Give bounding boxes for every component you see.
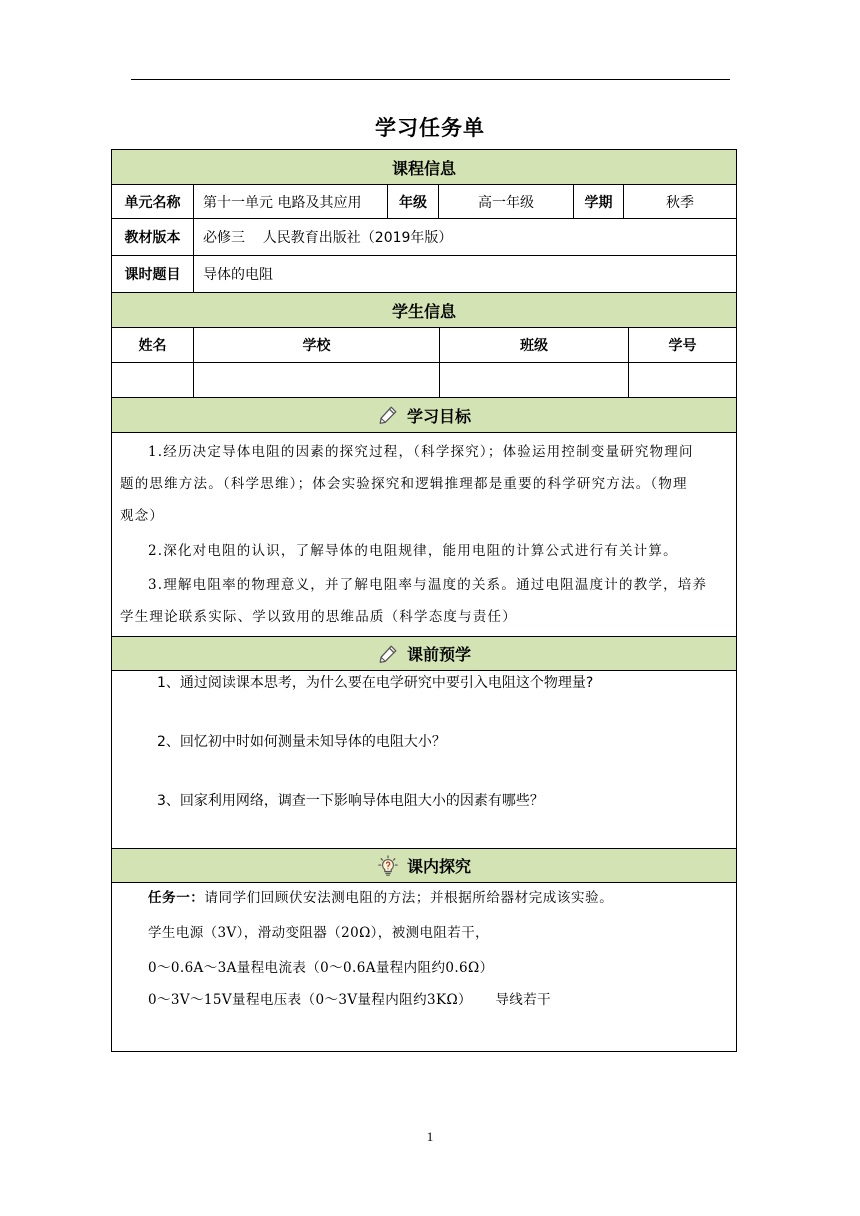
lesson-label-cell xyxy=(111,255,194,293)
task-1 xyxy=(148,882,613,914)
inquiry-header xyxy=(111,848,737,883)
objective-2: 2.深化对电阻的认识，了解导体的电阻规律，能用电阻的计算公式进行有关计算。 xyxy=(148,543,678,559)
term-value: 秋季 xyxy=(666,194,694,211)
term-label-cell xyxy=(573,184,624,219)
equipment-line-2: 0～0.6A～3A量程电流表（0～0.6A量程内阻约0.6Ω） xyxy=(148,960,494,976)
lesson-value-cell xyxy=(193,255,737,293)
equipment-line-1: 学生电源（3V），滑动变阻器（20Ω），被测电阻若干， xyxy=(148,925,490,941)
preview-question-3: 3、回家利用网络，调查一下影响导体电阻大小的因素有哪些？ xyxy=(157,793,544,809)
class-input-cell[interactable] xyxy=(439,362,629,398)
objectives-header-text: 学习目标 xyxy=(406,406,471,426)
class-label-cell xyxy=(439,327,629,363)
school-input-cell[interactable] xyxy=(193,362,440,398)
objectives-header xyxy=(111,397,737,433)
course-info-header-text: 课程信息 xyxy=(391,158,456,178)
student-info-header-text: 学生信息 xyxy=(391,301,456,321)
lesson-value: 导体的电阻 xyxy=(203,267,273,283)
unit-value-cell xyxy=(193,184,388,219)
page-title: 学习任务单 xyxy=(375,116,485,140)
equipment-line-3: 0～3V～15V量程电压表（0～3V量程内阻约3KΩ） 导线若干 xyxy=(148,992,552,1008)
pencil-icon xyxy=(377,643,399,665)
name-label-cell xyxy=(111,327,194,363)
grade-label-cell xyxy=(387,184,439,219)
id-label-cell xyxy=(628,327,737,363)
objective-1-line-1: 1.经历决定导体电阻的因素的探究过程，（科学探究）；体验运用控制变量研究物理问 xyxy=(148,444,694,460)
unit-label-cell xyxy=(111,184,194,219)
class-label: 班级 xyxy=(520,338,548,354)
header-rule xyxy=(131,79,730,80)
textbook-value: 必修三 人民教育出版社（2019年版） xyxy=(203,230,453,246)
school-label-cell xyxy=(193,327,440,363)
textbook-label: 教材版本 xyxy=(124,230,181,246)
textbook-value-cell xyxy=(193,218,737,256)
term-value-cell xyxy=(623,184,737,219)
pencil-icon xyxy=(377,404,399,426)
objective-1-line-2: 题的思维方法。（科学思维）；体会实验探究和逻辑推理都是重要的科学研究方法。（物理 xyxy=(120,476,688,492)
course-info-header xyxy=(111,149,737,185)
id-label: 学号 xyxy=(668,338,697,354)
preview-question-1: 1、通过阅读课本思考，为什么要在电学研究中要引入电阻这个物理量? xyxy=(157,675,594,691)
unit-label: 单元名称 xyxy=(124,194,181,211)
name-label: 姓名 xyxy=(138,338,167,354)
lesson-label: 课时题目 xyxy=(124,267,181,283)
student-info-header xyxy=(111,292,737,328)
textbook-label-cell xyxy=(111,218,194,256)
task-1-label: 任务一： xyxy=(148,890,205,906)
grade-value: 高一年级 xyxy=(478,194,534,211)
objective-3-line-2: 学生理论联系实际、学以致用的思维品质（科学态度与责任） xyxy=(120,609,517,625)
term-label: 学期 xyxy=(584,194,613,211)
page-number: 1 xyxy=(426,1129,434,1144)
preview-body xyxy=(111,670,737,849)
preview-header xyxy=(111,636,737,671)
inquiry-header-text: 课内探究 xyxy=(406,857,471,876)
unit-value: 第十一单元 电路及其应用 xyxy=(203,194,362,211)
objective-1-line-3: 观念） xyxy=(120,508,165,524)
preview-header-text: 课前预学 xyxy=(406,645,471,664)
task-1-text: 请同学们回顾伏安法测电阻的方法；并根据所给器材完成该实验。 xyxy=(204,890,614,906)
id-input-cell[interactable] xyxy=(628,362,737,398)
lightbulb-question-icon xyxy=(377,855,399,877)
preview-question-2: 2、回忆初中时如何测量未知导体的电阻大小？ xyxy=(157,734,446,750)
objective-3-line-1: 3.理解电阻率的物理意义，并了解电阻率与温度的关系。通过电阻温度计的教学，培养 xyxy=(148,577,708,593)
grade-value-cell xyxy=(438,184,574,219)
grade-label: 年级 xyxy=(399,194,427,211)
school-label: 学校 xyxy=(302,338,331,354)
name-input-cell[interactable] xyxy=(111,362,194,398)
